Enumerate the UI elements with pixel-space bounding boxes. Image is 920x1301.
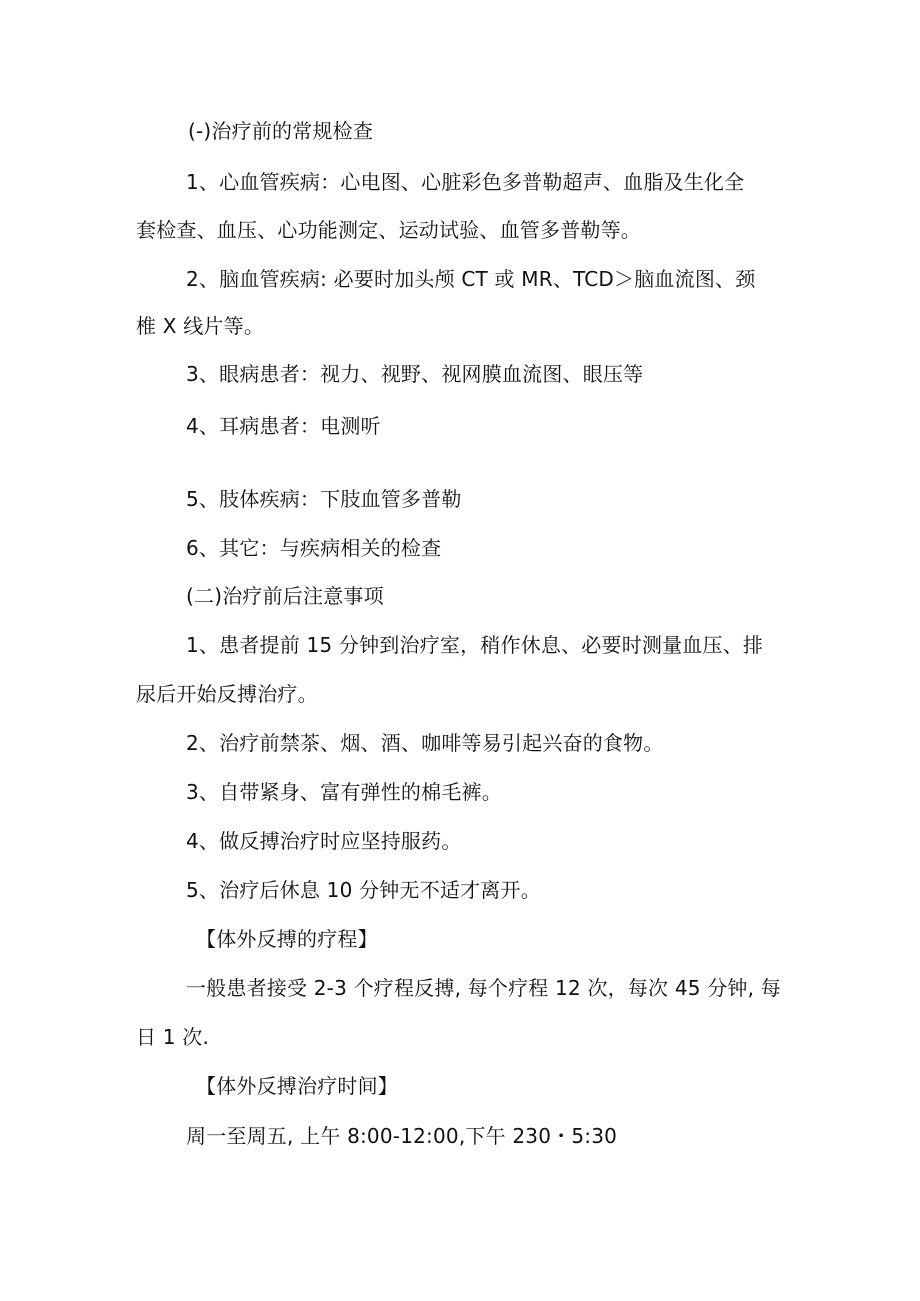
- section1-item1-line1: 1、心血管疾病：心电图、心脏彩色多普勒超声、血脂及生化全: [186, 170, 745, 194]
- section1-item2-line1: 2、脑血管疾病: 必要时加头颅 CT 或 MR、TCD＞脑血流图、颈: [186, 267, 756, 291]
- section2-item1-line2: 尿后开始反搏治疗。: [136, 682, 318, 706]
- section1-item2-line2: 椎 X 线片等。: [136, 314, 265, 338]
- section2-item3: 3、自带紧身、富有弹性的棉毛裤。: [186, 780, 502, 804]
- section1-item6: 6、其它：与疾病相关的检查: [186, 536, 442, 560]
- section1-item3: 3、眼病患者：视力、视野、视网膜血流图、眼压等: [186, 362, 644, 386]
- section1-item4: 4、耳病患者：电测听: [186, 414, 381, 438]
- section1-heading: (-)治疗前的常规检查: [188, 119, 374, 143]
- section1-item5: 5、肢体疾病：下肢血管多普勒: [186, 487, 462, 511]
- schedule-line1: 周一至周五, 上午 8:00-12:00,下午 230・5:30: [186, 1124, 618, 1148]
- section2-item2: 2、治疗前禁茶、烟、酒、咖啡等易引起兴奋的食物。: [186, 731, 664, 755]
- section2-item5: 5、治疗后休息 10 分钟无不适才离开。: [186, 878, 541, 902]
- course-line2: 日 1 次.: [136, 1025, 209, 1049]
- course-line1: 一般患者接受 2-3 个疗程反搏, 每个疗程 12 次，每次 45 分钟, 每: [186, 976, 781, 1000]
- schedule-title: 【体外反搏治疗时间】: [196, 1074, 398, 1098]
- section2-item4: 4、做反搏治疗时应坚持服药。: [186, 829, 462, 853]
- section2-item1-line1: 1、患者提前 15 分钟到治疗室，稍作休息、必要时测量血压、排: [186, 633, 764, 657]
- course-title: 【体外反搏的疗程】: [196, 927, 378, 951]
- section1-item1-line2: 套检查、血压、心功能测定、运动试验、血管多普勒等。: [136, 218, 641, 242]
- section2-heading: (二)治疗前后注意事项: [186, 584, 384, 608]
